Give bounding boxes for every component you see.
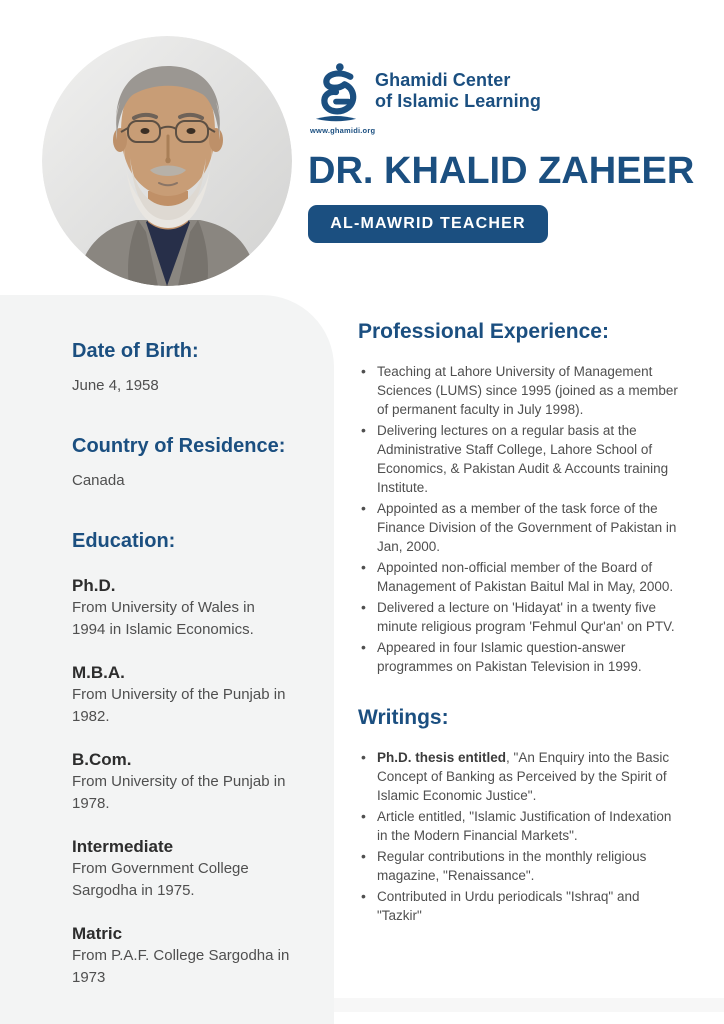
degree-detail: From P.A.F. College Sargodha in 1973 xyxy=(72,947,290,986)
writings-heading: Writings: xyxy=(358,706,449,729)
personal-info-column xyxy=(72,338,317,989)
role-badge: AL-MAWRID TEACHER xyxy=(308,205,548,243)
education-item xyxy=(72,835,317,902)
degree-name: M.B.A. xyxy=(72,663,125,682)
experience-item: • Appeared in four Islamic question-answer programmes on Pakistan Television in 1999. xyxy=(358,638,682,676)
writings-item-text: , "An Enquiry into the Basic Concept of Banking as Perceived by the Spirit of Islamic Economic Justice". xyxy=(377,750,670,803)
residence-label: Country of Residence: xyxy=(72,435,286,457)
degree-detail: From Government College Sargodha in 1975. xyxy=(72,860,249,899)
degree-name: Ph.D. xyxy=(72,576,116,595)
education-item xyxy=(72,748,317,815)
education-item xyxy=(72,574,317,641)
portrait-illustration xyxy=(42,36,292,286)
degree-detail: From University of Wales in 1994 in Islamic Economics. xyxy=(72,599,255,638)
writings-item xyxy=(358,887,682,925)
experience-list xyxy=(358,362,682,676)
writings-item-text: Contributed in Urdu periodicals "Ishraq" and "Tazkir" xyxy=(377,889,640,923)
education-list xyxy=(72,574,317,989)
experience-item: • Delivered a lecture on 'Hidayat' in a twenty five minute religious program 'Fehmul Qur'an' on PTV. xyxy=(358,598,682,636)
experience-item: • Appointed as a member of the task force of the Finance Division of the Government of Pakistan in Jan, 2000. xyxy=(358,499,682,556)
footer-band xyxy=(334,998,724,1012)
degree-name: Intermediate xyxy=(72,837,174,856)
experience-heading: Professional Experience: xyxy=(358,320,609,343)
writings-item xyxy=(358,847,682,885)
education-item xyxy=(72,661,317,728)
experience-column xyxy=(358,318,682,927)
degree-name: Matric xyxy=(72,924,123,943)
writings-list xyxy=(358,748,682,925)
degree-detail: From University of the Punjab in 1978. xyxy=(72,773,286,812)
dob-label: Date of Birth: xyxy=(72,340,199,362)
page-title: DR. KHALID ZAHEER xyxy=(308,150,695,192)
dob-value: June 4, 1958 xyxy=(72,377,159,394)
logo-url: www.ghamidi.org xyxy=(310,126,376,135)
logo-glyph-block xyxy=(310,62,376,135)
writings-item-bold: Ph.D. thesis entitled xyxy=(377,750,507,765)
writings-section xyxy=(358,704,682,925)
writings-item xyxy=(358,807,682,845)
org-name-line2: of Islamic Learning xyxy=(375,91,541,111)
experience-item: • Delivering lectures on a regular basis at the Administrative Staff College, Lahore School of Economics, & Pakistan Audit & Accounts training Institute. xyxy=(358,421,682,497)
experience-item: • Appointed non-official member of the Board of Management of Pakistan Baitul Mal in May, 2000. xyxy=(358,558,682,596)
degree-name: B.Com. xyxy=(72,750,132,769)
org-logo xyxy=(310,62,541,135)
writings-item xyxy=(358,748,682,805)
org-name xyxy=(375,62,541,112)
org-name-line1: Ghamidi Center xyxy=(375,70,511,90)
education-heading: Education: xyxy=(72,530,176,552)
education-item xyxy=(72,922,317,989)
ghamidi-logo-icon xyxy=(313,62,359,124)
residence-value: Canada xyxy=(72,472,125,489)
degree-detail: From University of the Punjab in 1982. xyxy=(72,686,286,725)
writings-item-text: Article entitled, "Islamic Justification of Indexation in the Modern Financial Markets". xyxy=(377,809,672,843)
experience-item: • Teaching at Lahore University of Management Sciences (LUMS) since 1995 (joined as a member of permanent faculty in July 1998). xyxy=(358,362,682,419)
profile-photo xyxy=(42,36,292,286)
writings-item-text: Regular contributions in the monthly religious magazine, "Renaissance". xyxy=(377,849,647,883)
